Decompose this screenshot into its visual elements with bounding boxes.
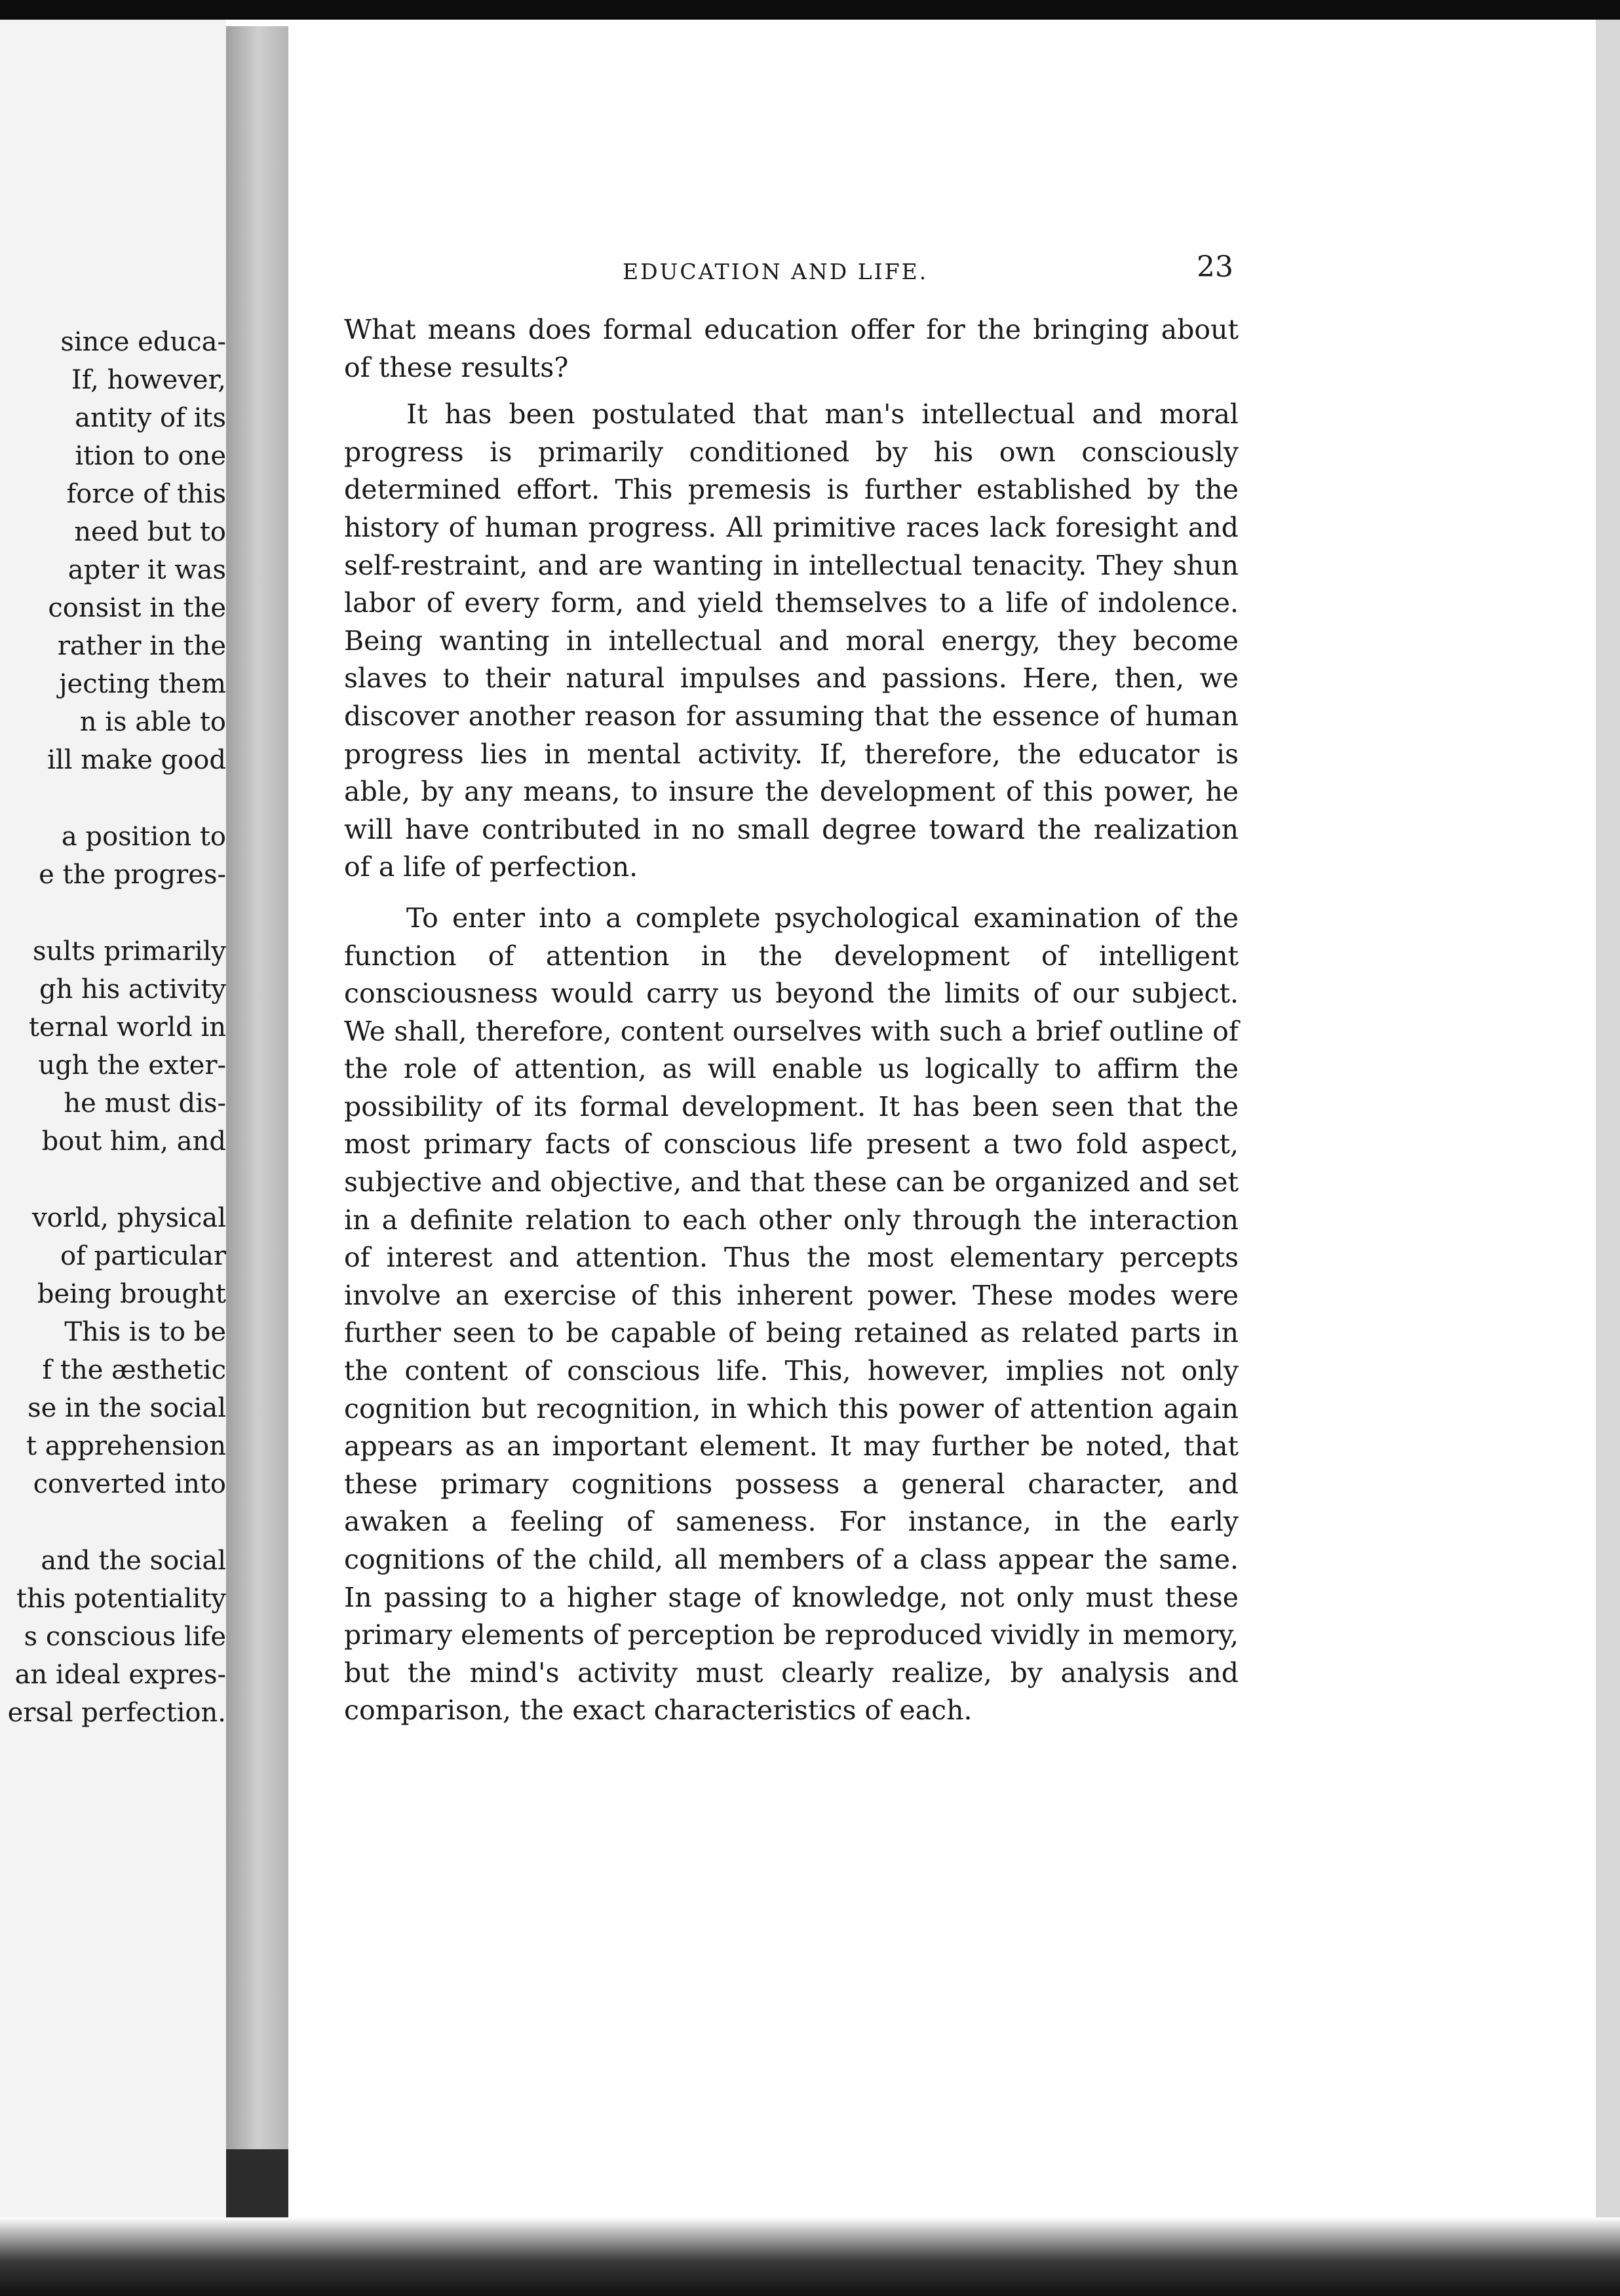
left-page-line: This is to be — [64, 1317, 226, 1347]
left-page-line: ition to one — [75, 441, 226, 471]
left-page-line: rather in the — [57, 631, 226, 661]
left-page-line: ill make good — [47, 745, 226, 775]
left-page-text-fragment — [0, 323, 226, 1765]
left-page-line: need but to — [74, 517, 226, 547]
left-page-line: consist in the — [48, 593, 226, 623]
left-page-line: he must dis- — [64, 1088, 226, 1119]
left-page-line: an ideal expres- — [14, 1660, 226, 1690]
page-edge — [1596, 20, 1620, 2296]
question-paragraph: What means does formal education offer for the bringing about of these results? — [344, 314, 1239, 383]
left-page-line: s conscious life — [24, 1622, 226, 1652]
left-page-line: converted into — [33, 1469, 226, 1499]
scan-top-border — [0, 0, 1620, 20]
left-page-line: se in the social — [28, 1393, 226, 1423]
left-page-line: apter it was — [68, 555, 226, 585]
running-head: EDUCATION AND LIFE. — [623, 259, 929, 284]
left-page-line: ternal world in — [28, 1012, 226, 1043]
left-page-line: f the æsthetic — [42, 1355, 226, 1385]
left-page-line: ugh the exter- — [38, 1050, 226, 1081]
left-page-line: antity of its — [75, 403, 226, 433]
scan-bottom-border — [0, 2217, 1620, 2296]
left-page-line: If, however, — [71, 365, 226, 395]
body-paragraph: It has been postulated that man's intellectual and moral progress is primarily conditioned by his own consciously determined effort. This premesis is further established by the history of human progress. All primitive races lack foresight and self-restraint, and are wanting in intellectual tenacity. They shun labor of every form, and yield themselves to a life of indolence. Being wanting in intellectual and moral energy, they become slaves to their natural impulses and passions. Here, then, we discover another reason for assuming that the essence of human progress lies in mental activity. If, therefore, the educator is able, by any means, to insure the development of this power, he will have contributed in no small degree toward the realization of a life of perfection. — [344, 398, 1239, 883]
left-page-line: this potentiality — [16, 1584, 226, 1614]
left-page-line: t apprehension — [26, 1431, 226, 1461]
page-body — [344, 311, 1239, 1743]
body-paragraph: To enter into a complete psychological examination of the function of attention in the development of intelligent consciousness would carry us beyond the limits of our subject. We shall, therefore, content ourselves with such a brief outline of the role of attention, as will enable us logically to affirm the possibility of its formal development. It has been seen that the most primary facts of conscious life present a two fold aspect, subjective and objective, and that these can be organized and set in a definite relation to each other only through the interaction of interest and attention. Thus the most elementary percepts involve an exercise of this inherent power. These modes were further seen to be capable of being retained as related parts in the content of conscious life. This, however, implies not only cognition but recognition, in which this power of attention again appears as an important element. It may further be noted, that these primary cognitions possess a general character, and awaken a feeling of sameness. For instance, in the early cognitions of the child, all members of a class appear the same. In passing to a higher stage of knowledge, not only must these primary elements of perception be reproduced vividly in memory, but the mind's activity must clearly realize, by analysis and comparison, the exact characteristics of each. — [344, 902, 1239, 1727]
left-page-line: being brought — [37, 1279, 226, 1309]
left-page-line: force of this — [66, 479, 226, 509]
page-number: 23 — [1197, 250, 1233, 284]
left-page-line: n is able to — [79, 707, 226, 737]
left-page-line: bout him, and — [41, 1126, 226, 1157]
left-page-line: ersal perfection. — [7, 1698, 226, 1728]
left-page-line: since educa- — [60, 327, 226, 357]
left-page-line: sults primarily — [33, 936, 226, 966]
left-page-line: a position to — [61, 822, 226, 852]
left-page-line: e the progres- — [39, 860, 226, 890]
left-page-line: and the social — [41, 1546, 226, 1576]
left-page-line: of particular — [60, 1241, 226, 1271]
left-page-line: jecting them — [59, 669, 226, 699]
left-page-line: gh his activity — [39, 974, 226, 1004]
left-page-line: vorld, physical — [32, 1203, 226, 1233]
